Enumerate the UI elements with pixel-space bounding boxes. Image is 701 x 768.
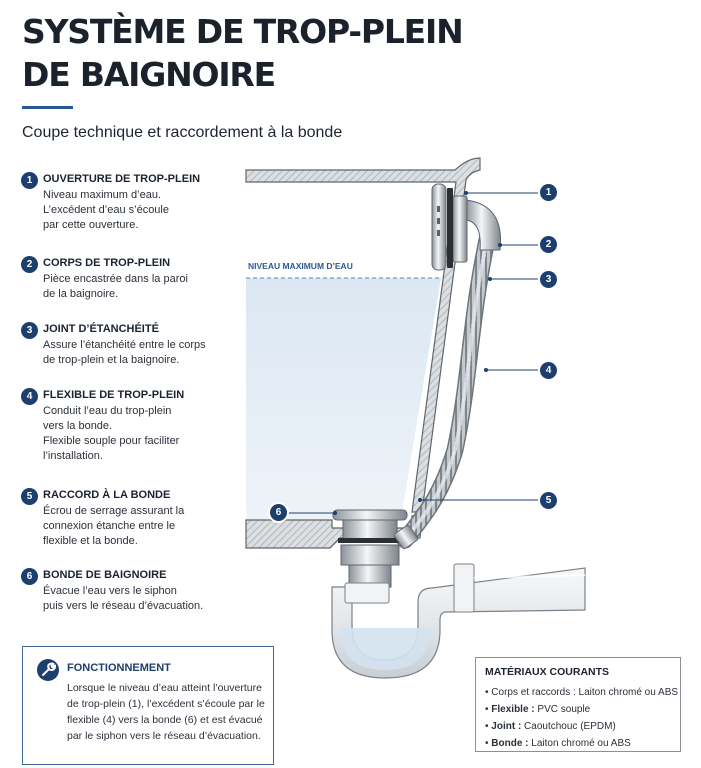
overflow-cover-plate (432, 184, 446, 270)
materials-item-value: Corps et raccords : Laiton chromé ou ABS (491, 687, 679, 698)
title-line-2: DE BAIGNOIRE (22, 55, 275, 94)
info-box-text: Lorsque le niveau d’eau atteint l’ouverture de trop-plein (1), l’excédent s’écoule par le flexible (4) vers la bonde (6) et est évacué par le siphon vers le réseau d’évacuation. (67, 682, 265, 742)
legend-number: 5 (21, 488, 38, 505)
legend-number: 1 (21, 172, 38, 189)
materials-item: • Corps et raccords : Laiton chromé ou ABS (485, 687, 679, 698)
legend-title: BONDE DE BAIGNOIRE (43, 569, 167, 581)
materials-item-label: Bonde : (491, 738, 529, 749)
drain-cap (333, 510, 407, 520)
legend-number: 2 (21, 256, 38, 273)
legend-title: CORPS DE TROP-PLEIN (43, 257, 171, 269)
legend-title: RACCORD À LA BONDE (43, 489, 171, 501)
subtitle: Coupe technique et raccordement à la bonde (22, 124, 343, 141)
materials-item: • Flexible : PVC souple (485, 704, 591, 715)
wrench-icon (37, 659, 59, 681)
legend-title: FLEXIBLE DE TROP-PLEIN (43, 389, 185, 401)
how-it-works-box (22, 646, 274, 765)
legend-description: Conduit l’eau du trop-plein vers la bonde. Flexible souple pour faciliter l’installation. (43, 405, 180, 462)
drain-seal (338, 538, 402, 543)
callout-5: 5 (540, 492, 557, 509)
overflow-body (453, 196, 467, 262)
legend-number: 4 (21, 388, 38, 405)
materials-item: • Joint : Caoutchouc (EPDM) (485, 721, 616, 732)
materials-item: • Bonde : Laiton chromé ou ABS (485, 738, 631, 749)
callout-4: 4 (540, 362, 557, 379)
materials-title: MATÉRIAUX COURANTS (485, 666, 610, 678)
water-volume (246, 278, 441, 520)
legend-description: Assure l’étanchéité entre le corps de trop-plein et la baignoire. (43, 339, 206, 366)
materials-box (475, 657, 681, 752)
legend-title: OUVERTURE DE TROP-PLEIN (43, 173, 201, 185)
materials-item-label: Flexible : (491, 704, 535, 715)
title-line-1: SYSTÈME DE TROP-PLEIN (22, 12, 463, 51)
siphon-nut-drain (345, 583, 389, 603)
materials-item-value: PVC souple (534, 704, 591, 715)
legend-description: Niveau maximum d’eau. L’excédent d’eau s’écoule par cette ouverture. (43, 189, 169, 231)
materials-list (485, 684, 678, 752)
legend-description: Écrou de serrage assurant la connexion étanche entre le flexible et la bonde. (43, 505, 185, 547)
siphon-nut-outlet (454, 564, 474, 612)
materials-item-value: Caoutchouc (EPDM) (521, 721, 616, 732)
legend-number: 6 (21, 568, 38, 585)
callout-1: 1 (540, 184, 557, 201)
materials-item-value: Laiton chromé ou ABS (528, 738, 631, 749)
callout-2: 2 (540, 236, 557, 253)
overflow-elbow (466, 200, 501, 250)
overflow-seal (447, 188, 453, 268)
callout-6: 6 (270, 504, 287, 521)
materials-item-label: Joint : (491, 721, 522, 732)
drain-nut (341, 545, 399, 565)
legend-title: JOINT D’ÉTANCHÉITÉ (43, 323, 159, 335)
callout-3: 3 (540, 271, 557, 288)
water-level-label: NIVEAU MAXIMUM D’EAU (248, 261, 353, 271)
legend-number: 3 (21, 322, 38, 339)
legend-description: Évacue l’eau vers le siphon puis vers le réseau d’évacuation. (43, 585, 204, 612)
legend-description: Pièce encastrée dans la paroi de la baignoire. (43, 273, 188, 300)
info-box-title: FONCTIONNEMENT (67, 662, 171, 674)
